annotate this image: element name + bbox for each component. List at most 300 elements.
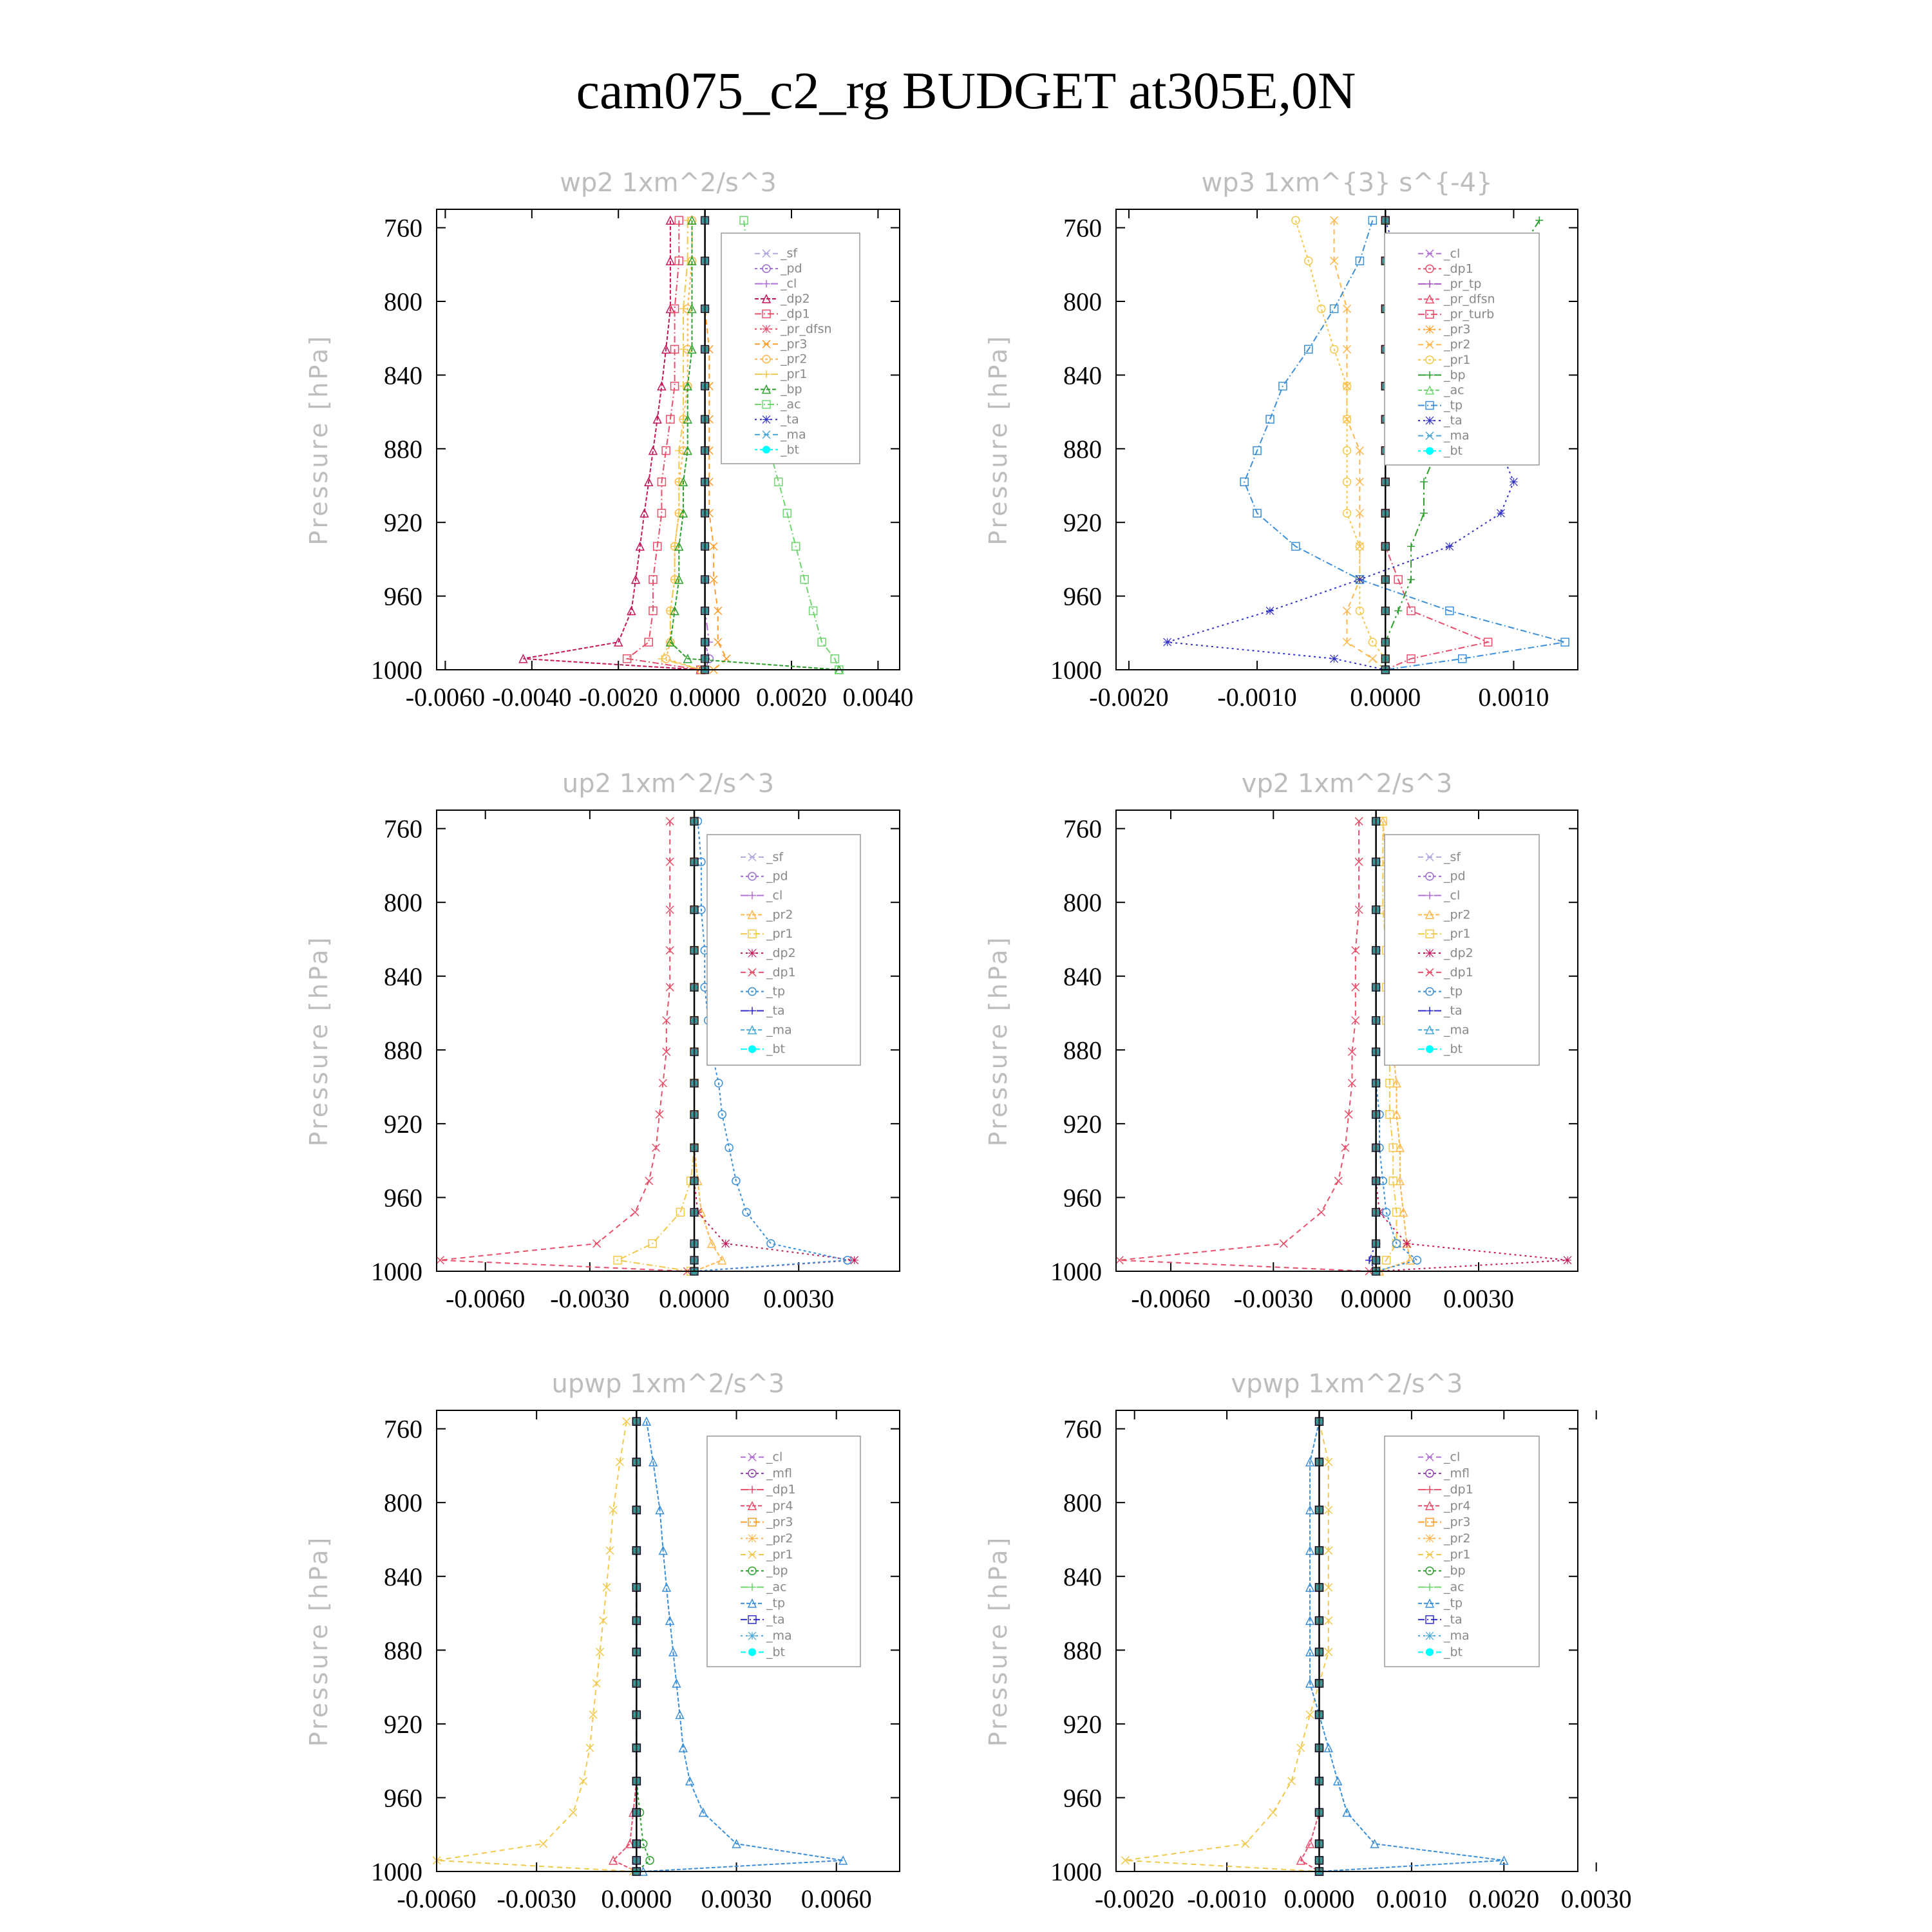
series-line [437, 1421, 633, 1871]
data-point [1368, 655, 1376, 663]
zero-marker [1315, 1547, 1323, 1555]
legend-label: _pr3 [1444, 322, 1471, 337]
y-tick-label: 1000 [1050, 656, 1102, 685]
data-point [1446, 542, 1454, 550]
legend-label: _bt [1444, 444, 1463, 459]
zero-marker [701, 305, 709, 312]
zero-marker [701, 638, 709, 646]
y-tick-label: 800 [1063, 888, 1102, 918]
legend-label: _pr1 [766, 927, 793, 942]
data-point [1334, 1177, 1342, 1185]
x-tick-label: 0.0000 [1283, 1884, 1355, 1913]
legend-marker [762, 446, 770, 453]
series-pr1 [614, 817, 698, 1275]
x-tick-label: -0.0020 [578, 683, 658, 712]
data-point [722, 1240, 730, 1247]
legend-label: _pr2 [766, 907, 793, 922]
zero-marker [690, 947, 698, 954]
legend-label: _bt [781, 442, 800, 457]
x-tick-label: 0.0040 [842, 683, 914, 712]
legend-marker [1426, 1648, 1434, 1656]
zero-marker [701, 415, 709, 423]
panel-4 [984, 769, 1578, 1313]
legend-label: _mfl [1444, 1466, 1470, 1481]
zero-marker [701, 345, 709, 353]
y-tick-label: 840 [1063, 961, 1102, 991]
legend-label: _cl [1444, 246, 1461, 261]
legend-label: _ac [1444, 383, 1464, 397]
zero-marker [632, 1744, 640, 1752]
y-tick-label: 880 [1063, 1636, 1102, 1665]
zero-marker [701, 383, 709, 390]
data-point [1164, 638, 1171, 646]
x-tick-label: -0.0040 [492, 683, 572, 712]
zero-marker [1315, 1458, 1323, 1466]
legend-label: _dp1 [1444, 261, 1473, 276]
data-point [679, 305, 687, 312]
zero-marker [1381, 576, 1389, 583]
series-cl [701, 216, 714, 674]
legend-label: _ma [781, 427, 806, 442]
data-point [631, 1208, 639, 1216]
zero-marker [632, 1808, 640, 1816]
panel-6 [984, 1369, 1632, 1913]
data-point [1497, 509, 1505, 517]
zero-marker [701, 257, 709, 265]
panel-title: vpwp 1xm^2/s^3 [1231, 1369, 1463, 1399]
legend-label: _mfl [766, 1466, 792, 1481]
zero-marker [1315, 1584, 1323, 1591]
legend-label: _ma [766, 1629, 792, 1643]
legend-label: _pr2 [766, 1531, 793, 1546]
series-line [661, 220, 701, 670]
y-tick-label: 1000 [1050, 1257, 1102, 1286]
legend-label: _pr1 [1444, 352, 1471, 367]
legend-label: _ma [1444, 1629, 1470, 1643]
legend-label: _pr1 [1444, 1548, 1471, 1562]
legend-label: _pr_dfsn [1444, 292, 1495, 307]
y-tick-label: 920 [384, 1709, 422, 1739]
x-tick-label: -0.0030 [550, 1284, 630, 1313]
series-ta [1365, 817, 1380, 1275]
x-tick-label: 0.0010 [1376, 1884, 1447, 1913]
y-tick-label: 1000 [371, 656, 422, 685]
zero-marker [1372, 1208, 1380, 1216]
x-tick-label: -0.0060 [1131, 1284, 1211, 1313]
zero-marker [1315, 1648, 1323, 1656]
x-tick-label: -0.0030 [1233, 1284, 1313, 1313]
zero-marker [690, 1144, 698, 1151]
zero-marker [701, 447, 709, 455]
legend-label: _pd [1444, 869, 1466, 884]
x-tick-label: -0.0060 [446, 1284, 526, 1313]
y-tick-label: 800 [1063, 1488, 1102, 1518]
zero-marker [1315, 1857, 1323, 1864]
legend [1385, 233, 1539, 465]
zero-marker [690, 817, 698, 825]
y-tick-label: 920 [384, 508, 422, 538]
legend-label: _ta [1444, 1003, 1463, 1018]
zero-marker [1381, 655, 1389, 663]
legend-label: _ma [1444, 428, 1470, 443]
legend-label: _sf [781, 246, 798, 261]
x-tick-label: 0.0000 [659, 1284, 730, 1313]
zero-marker [690, 983, 698, 991]
zero-marker [1315, 1744, 1323, 1752]
legend-label: _cl [781, 276, 797, 291]
zero-marker [1315, 1616, 1323, 1624]
legend-marker [1426, 1632, 1434, 1640]
legend-label: _bt [766, 1645, 786, 1660]
zero-marker [690, 1177, 698, 1185]
zero-marker [1372, 1016, 1380, 1024]
legend-marker [748, 1648, 756, 1656]
zero-marker [1372, 1240, 1380, 1247]
series-line [523, 220, 701, 670]
y-tick-label: 880 [1063, 434, 1102, 464]
legend-label: _bp [1444, 1564, 1466, 1578]
series-pr1 [1121, 1417, 1332, 1875]
zero-marker [632, 1584, 640, 1591]
legend-marker [748, 949, 756, 957]
legend-label: _pr3 [781, 337, 808, 352]
x-tick-label: 0.0030 [701, 1884, 772, 1913]
zero-marker [632, 1506, 640, 1514]
data-point [1510, 478, 1517, 486]
legend-label: _ta [1444, 413, 1463, 428]
legend-label: _cl [766, 1450, 783, 1464]
legend-label: _ma [766, 1023, 792, 1037]
y-tick-label: 840 [384, 361, 422, 390]
data-point [1535, 216, 1543, 224]
data-point [1407, 542, 1415, 550]
legend [1385, 1436, 1539, 1667]
data-point [1318, 305, 1325, 312]
legend-label: _pr2 [781, 352, 808, 366]
data-point [593, 1240, 601, 1247]
zero-marker [632, 1458, 640, 1466]
panel-title: wp2 1xm^2/s^3 [560, 168, 777, 198]
zero-marker [690, 1048, 698, 1056]
x-tick-label: -0.0010 [1187, 1884, 1267, 1913]
zero-marker [1372, 1111, 1380, 1119]
y-tick-label: 800 [1063, 287, 1102, 316]
zero-marker [632, 1417, 640, 1425]
legend-marker [762, 325, 770, 333]
series-line [1125, 1421, 1329, 1871]
legend-marker [1426, 326, 1434, 334]
zero-marker [701, 542, 709, 550]
x-tick-label: 0.0000 [1350, 683, 1421, 712]
legend-label: _pr_dfsn [781, 321, 832, 336]
legend-label: _pr2 [1444, 337, 1471, 352]
zero-marker [1372, 1256, 1380, 1264]
y-tick-label: 960 [384, 1783, 422, 1813]
panel-2 [984, 168, 1578, 712]
zero-marker [632, 1777, 640, 1785]
y-axis-label: Pressure [hPa] [984, 1535, 1012, 1747]
y-tick-label: 960 [1063, 582, 1102, 611]
y-tick-label: 760 [384, 213, 422, 243]
data-point [675, 447, 683, 455]
legend-label: _pr3 [1444, 1515, 1471, 1530]
legend-label: _dp1 [766, 965, 796, 980]
data-point [1280, 1240, 1287, 1247]
x-tick-label: -0.0020 [1089, 683, 1169, 712]
legend-label: _pr_turb [1444, 307, 1495, 322]
figure-title: cam075_c2_rg BUDGET at305E,0N [576, 61, 1356, 120]
legend-label: _dp2 [781, 292, 810, 306]
series-line [1369, 821, 1376, 1271]
zero-marker [632, 1648, 640, 1656]
legend-marker [748, 1632, 756, 1640]
zero-marker [1372, 1048, 1380, 1056]
y-axis-label: Pressure [hPa] [984, 334, 1012, 545]
zero-marker [632, 1857, 640, 1864]
legend-label: _dp1 [781, 307, 810, 321]
zero-marker [1381, 216, 1389, 224]
y-axis-label: Pressure [hPa] [305, 1535, 333, 1747]
x-tick-label: 0.0000 [1340, 1284, 1412, 1313]
y-tick-label: 800 [384, 888, 422, 918]
zero-marker [1372, 1144, 1380, 1151]
data-point [1394, 607, 1402, 614]
panel-1 [305, 168, 913, 712]
data-point [569, 1808, 577, 1816]
zero-marker [1372, 906, 1380, 914]
data-point [1292, 216, 1300, 224]
zero-marker [690, 858, 698, 866]
x-tick-label: 0.0010 [1478, 683, 1549, 712]
data-point [679, 345, 687, 353]
zero-marker [690, 1111, 698, 1119]
zero-marker [632, 1680, 640, 1687]
x-tick-label: -0.0010 [1217, 683, 1297, 712]
legend-label: _pr1 [766, 1548, 793, 1562]
zero-marker [701, 509, 709, 517]
legend-label: _tp [1444, 984, 1463, 999]
data-point [645, 1177, 653, 1185]
legend [707, 835, 860, 1065]
legend-label: _ta [781, 412, 799, 427]
legend-label: _pd [781, 261, 802, 276]
data-point [1407, 576, 1415, 583]
series-dp1 [1115, 817, 1373, 1275]
y-tick-label: 840 [1063, 1562, 1102, 1591]
legend-marker [748, 1045, 756, 1053]
zero-marker [1315, 1840, 1323, 1848]
legend-label: _sf [766, 849, 784, 864]
panel-title: vp2 1xm^2/s^3 [1241, 769, 1453, 799]
legend-label: _dp1 [1444, 965, 1473, 980]
zero-marker [1315, 1808, 1323, 1816]
zero-marker [1315, 1777, 1323, 1785]
data-point [1407, 607, 1415, 614]
zero-marker [632, 1547, 640, 1555]
legend-label: _pr4 [766, 1499, 793, 1513]
legend-label: _tp [1444, 398, 1463, 413]
legend-label: _ac [1444, 1580, 1464, 1595]
zero-marker [1381, 638, 1389, 646]
y-tick-label: 920 [1063, 1109, 1102, 1139]
data-point [1564, 1256, 1571, 1264]
y-tick-label: 760 [1063, 1414, 1102, 1444]
zero-marker [1372, 983, 1380, 991]
zero-marker [690, 1208, 698, 1216]
legend-label: _cl [766, 888, 783, 903]
series-line [440, 821, 687, 1271]
data-point [658, 655, 665, 663]
zero-reference [1372, 810, 1380, 1275]
y-tick-label: 960 [384, 1183, 422, 1213]
series-pr1 [658, 216, 704, 674]
legend-marker [1426, 447, 1434, 455]
zero-marker [1381, 509, 1389, 517]
zero-marker [701, 607, 709, 614]
data-point [1325, 1744, 1332, 1752]
zero-marker [1372, 947, 1380, 954]
y-tick-label: 960 [1063, 1183, 1102, 1213]
legend-label: _bt [1444, 1645, 1463, 1660]
series-dp1 [436, 817, 691, 1275]
legend-label: _pr4 [1444, 1499, 1471, 1513]
y-tick-label: 760 [384, 1414, 422, 1444]
x-tick-label: 0.0000 [669, 683, 741, 712]
x-tick-label: -0.0020 [1095, 1884, 1175, 1913]
zero-marker [1315, 1417, 1323, 1425]
series-pd [701, 216, 714, 674]
data-point [1356, 576, 1363, 583]
zero-marker [632, 1840, 640, 1848]
x-tick-label: -0.0060 [405, 683, 486, 712]
legend-label: _bt [1444, 1042, 1463, 1057]
zero-marker [1381, 478, 1389, 486]
panel-title: upwp 1xm^2/s^3 [551, 1369, 785, 1399]
legend-label: _ac [781, 397, 801, 412]
legend-marker [748, 1535, 756, 1542]
series-line [1296, 220, 1386, 670]
y-tick-label: 1000 [1050, 1857, 1102, 1886]
y-tick-label: 960 [384, 582, 422, 611]
data-point [1331, 655, 1338, 663]
data-point [1297, 1744, 1305, 1752]
data-point [1420, 509, 1428, 517]
legend-label: _pr1 [1444, 927, 1471, 942]
series-pr2 [662, 216, 705, 674]
x-tick-label: 0.0030 [1443, 1284, 1514, 1313]
zero-marker [1372, 858, 1380, 866]
y-axis-label: Pressure [hPa] [984, 934, 1012, 1147]
zero-marker [690, 1016, 698, 1024]
data-point [1413, 1256, 1421, 1264]
data-point [1403, 1240, 1410, 1247]
x-tick-label: 0.0020 [756, 683, 828, 712]
legend-label: _dp2 [766, 946, 796, 960]
data-point [1334, 1777, 1341, 1785]
y-tick-label: 880 [384, 1636, 422, 1665]
y-tick-label: 880 [384, 1036, 422, 1065]
x-tick-label: -0.0060 [397, 1884, 477, 1913]
y-tick-label: 800 [384, 287, 422, 316]
series-line [618, 821, 694, 1271]
zero-reference [690, 810, 698, 1275]
zero-marker [1315, 1711, 1323, 1719]
legend-label: _ta [766, 1612, 785, 1627]
y-tick-label: 800 [384, 1488, 422, 1518]
data-point [580, 1777, 587, 1785]
y-tick-label: 840 [1063, 361, 1102, 390]
y-tick-label: 760 [1063, 213, 1102, 243]
legend-label: _bp [766, 1564, 788, 1578]
data-point [1269, 1808, 1277, 1816]
series-line [636, 1421, 650, 1871]
panel-title: up2 1xm^2/s^3 [562, 769, 775, 799]
legend-label: _dp2 [1444, 946, 1473, 960]
legend-label: _dp1 [1444, 1482, 1473, 1497]
data-point [652, 1144, 660, 1151]
zero-marker [690, 1240, 698, 1247]
y-tick-label: 840 [384, 961, 422, 991]
zero-marker [701, 216, 709, 224]
panel-title: wp3 1xm^{3} s^{-4} [1201, 168, 1493, 198]
legend-label: _pr2 [1444, 1531, 1471, 1546]
legend-label: _tp [766, 1596, 786, 1611]
zero-marker [1381, 542, 1389, 550]
data-point [810, 607, 817, 614]
y-axis-label: Pressure [hPa] [305, 334, 333, 545]
data-point [775, 478, 782, 486]
y-tick-label: 960 [1063, 1783, 1102, 1813]
legend-label: _tp [1444, 1596, 1463, 1611]
zero-marker [701, 576, 709, 583]
data-point [1341, 1144, 1349, 1151]
series-pr2 [1331, 216, 1390, 674]
legend-label: _cl [1444, 888, 1461, 903]
zero-reference [701, 209, 709, 674]
data-point [1331, 305, 1338, 312]
legend-marker [1426, 417, 1434, 424]
series-line [1119, 821, 1369, 1271]
legend-marker [762, 415, 770, 423]
zero-marker [1372, 1177, 1380, 1185]
legend-label: _bt [766, 1042, 786, 1057]
data-point [1318, 1208, 1325, 1216]
legend [1385, 835, 1539, 1065]
legend-label: _pr3 [766, 1515, 793, 1530]
y-tick-label: 920 [1063, 1709, 1102, 1739]
y-axis-label: Pressure [hPa] [305, 934, 333, 1147]
zero-marker [632, 1711, 640, 1719]
legend-marker [1426, 1535, 1434, 1542]
x-tick-label: 0.0030 [1560, 1884, 1632, 1913]
series-pr1 [433, 1417, 637, 1875]
legend-marker [1426, 949, 1434, 957]
legend-label: _sf [1444, 849, 1461, 864]
data-point [1266, 607, 1274, 614]
zero-marker [1315, 1680, 1323, 1687]
legend-label: _pd [766, 869, 788, 884]
data-point [646, 1857, 654, 1864]
legend-label: _pr_tp [1444, 276, 1482, 291]
zero-marker [690, 1256, 698, 1264]
y-tick-label: 880 [384, 434, 422, 464]
y-tick-label: 920 [1063, 508, 1102, 538]
legend-label: _tp [766, 984, 786, 999]
y-tick-label: 840 [384, 1562, 422, 1591]
data-point [1287, 1777, 1295, 1785]
legend-label: _bp [781, 382, 802, 397]
zero-marker [632, 1616, 640, 1624]
